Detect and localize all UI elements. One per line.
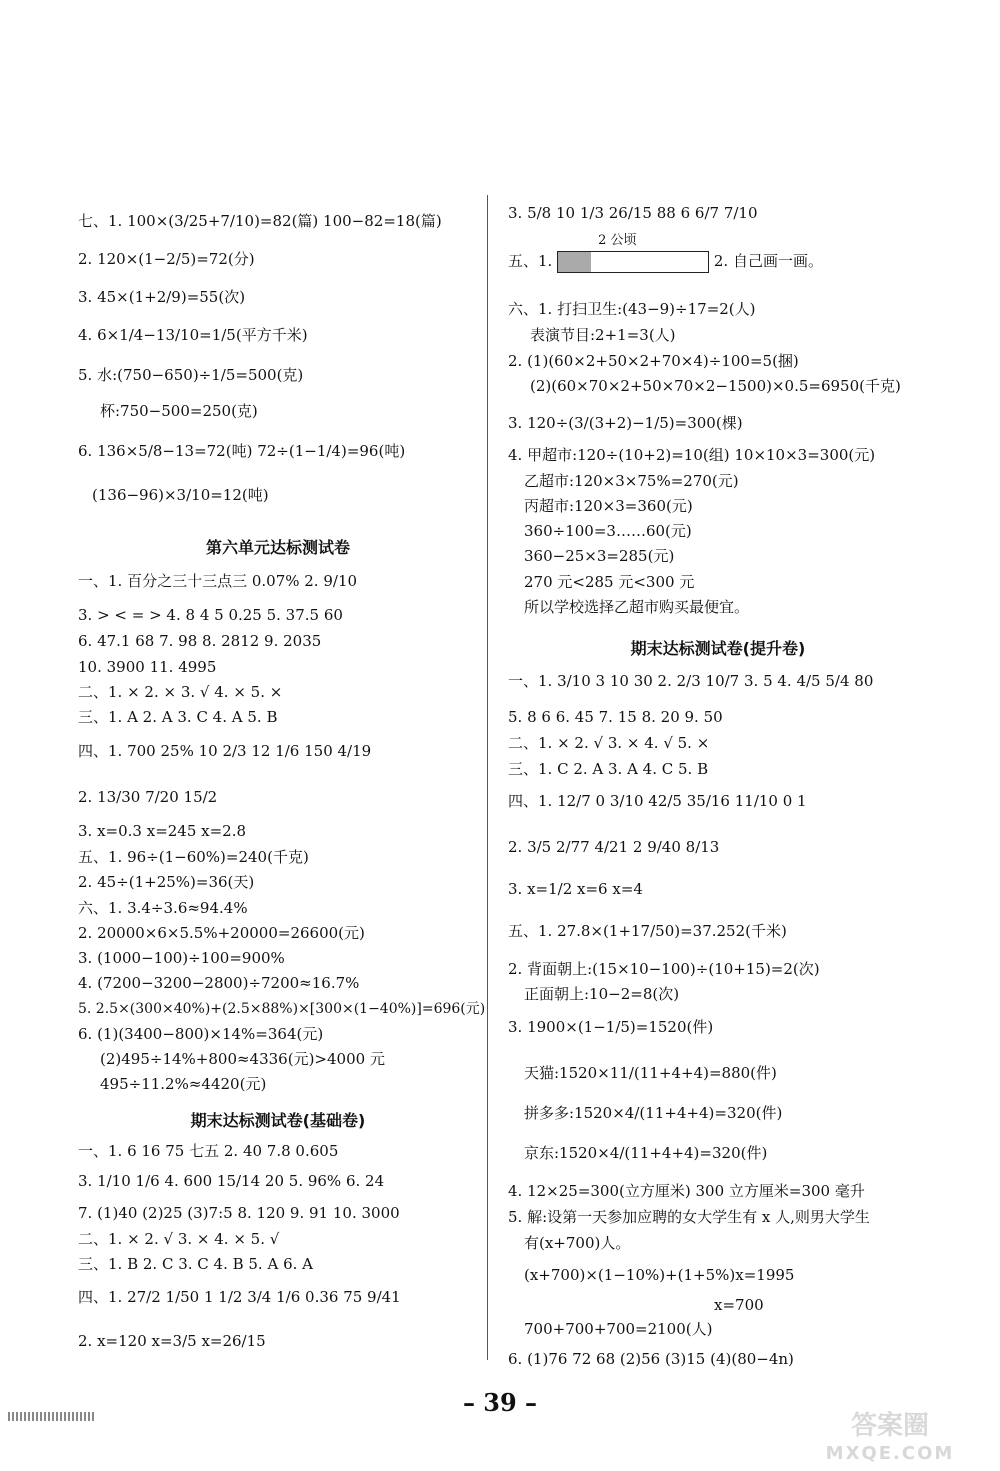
answer-line: 3. 1900×(1−1/5)=1520(件)	[508, 1018, 714, 1036]
answer-line: 10. 3900 11. 4995	[78, 658, 217, 676]
answer-line: 3. 120÷(3/(3+2)−1/5)=300(棵)	[508, 414, 743, 432]
answer-line: 360−25×3=285(元)	[524, 547, 675, 565]
answer-line: 3. > < = > 4. 8 4 5 0.25 5. 37.5 60	[78, 606, 343, 624]
answer-line: 杯:750−500=250(克)	[100, 402, 258, 420]
answer-line: 六、1. 3.4÷3.6≈94.4%	[78, 899, 248, 917]
section-title: 第六单元达标测试卷	[205, 538, 350, 557]
answer-line: (x+700)×(1−10%)+(1+5%)x=1995	[524, 1266, 795, 1284]
answer-label: 五、1.	[508, 252, 553, 270]
answer-line: 一、1. 3/10 3 10 30 2. 2/3 10/7 3. 5 4. 4/5 5/4 80	[508, 672, 874, 690]
answer-line: 2. 背面朝上:(15×10−100)÷(10+15)=2(次)	[508, 960, 820, 978]
answer-line: 乙超市:120×3×75%=270(元)	[524, 472, 739, 490]
answer-line: 二、1. × 2. × 3. √ 4. × 5. ×	[78, 683, 283, 701]
watermark-url: MXQE.COM	[825, 1443, 955, 1464]
answer-line: 6. (1)76 72 68 (2)56 (3)15 (4)(80−4n)	[508, 1350, 794, 1368]
answer-line: 三、1. C 2. A 3. A 4. C 5. B	[508, 760, 709, 778]
hectare-label: 2 公顷	[598, 233, 637, 248]
answer-line: 3. (1000−100)÷100=900%	[78, 949, 285, 967]
answer-line: 2. 13/30 7/20 15/2	[78, 788, 218, 806]
answer-line: 四、1. 27/2 1/50 1 1/2 3/4 1/6 0.36 75 9/41	[78, 1288, 401, 1306]
answer-line: 270 元<285 元<300 元	[524, 573, 695, 591]
answer-line: 4. (7200−3200−2800)÷7200≈16.7%	[78, 974, 360, 992]
answer-line: 2. (1)(60×2+50×2+70×4)÷100=5(捆)	[508, 352, 799, 370]
answer-line: 六、1. 打扫卫生:(43−9)÷17=2(人)	[508, 300, 756, 318]
answer-line: 6. 47.1 68 7. 98 8. 2812 9. 2035	[78, 632, 322, 650]
answer-text: 2. 自己画一画。	[713, 252, 823, 270]
answer-line: 3. 5/8 10 1/3 26/15 88 6 6/7 7/10	[508, 204, 758, 222]
answer-line: 三、1. B 2. C 3. C 4. B 5. A 6. A	[78, 1255, 313, 1273]
answer-line: 5. 2.5×(300×40%)+(2.5×88%)×[300×(1−40%)]=696(元)	[78, 1001, 486, 1017]
answer-line	[508, 233, 823, 273]
answer-line: 五、1. 27.8×(1+17/50)=37.252(千米)	[508, 922, 787, 940]
answer-line: 正面朝上:10−2=8(次)	[524, 985, 680, 1003]
answer-line: 6. 136×5/8−13=72(吨) 72÷(1−1/4)=96(吨)	[78, 442, 406, 460]
answer-line: 五、1. 96÷(1−60%)=240(千克)	[78, 848, 309, 866]
answer-line: 所以学校选择乙超市购买最便宜。	[524, 598, 750, 616]
answer-line: 495÷11.2%≈4420(元)	[100, 1075, 267, 1093]
answer-line: 2. 45÷(1+25%)=36(天)	[78, 873, 255, 891]
answer-line: 一、1. 百分之三十三点三 0.07% 2. 9/10	[78, 572, 358, 590]
section-title: 期末达标测试卷(基础卷)	[190, 1111, 366, 1130]
answer-line: 4. 6×1/4−13/10=1/5(平方千米)	[78, 326, 308, 344]
answer-line: 5. 8 6 6. 45 7. 15 8. 20 9. 50	[508, 708, 723, 726]
answer-line: 6. (1)(3400−800)×14%=364(元)	[78, 1025, 324, 1043]
answer-line: 4. 甲超市:120÷(10+2)=10(组) 10×10×3=300(元)	[508, 446, 876, 464]
answer-line: 丙超市:120×3=360(元)	[524, 497, 693, 515]
answer-line: 二、1. × 2. √ 3. × 4. × 5. √	[78, 1230, 280, 1248]
watermark-logo	[800, 1412, 980, 1462]
answer-line: 360÷100=3……60(元)	[524, 522, 692, 540]
section-title: 期末达标测试卷(提升卷)	[630, 639, 806, 658]
scan-mark	[8, 1412, 96, 1421]
answer-line: 3. 1/10 1/6 4. 600 15/14 20 5. 96% 6. 24	[78, 1172, 385, 1190]
answer-line: 4. 12×25=300(立方厘米) 300 立方厘米=300 毫升	[508, 1182, 865, 1200]
answer-line: 京东:1520×4/(11+4+4)=320(件)	[524, 1144, 768, 1162]
answer-line: 有(x+700)人。	[524, 1234, 631, 1252]
column-divider	[487, 195, 488, 1360]
answer-line: 2. 3/5 2/77 4/21 2 9/40 8/13	[508, 838, 720, 856]
answer-line: (2)(60×70×2+50×70×2−1500)×0.5=6950(千克)	[530, 377, 901, 395]
answer-line: 7. (1)40 (2)25 (3)7:5 8. 120 9. 91 10. 3000	[78, 1204, 400, 1222]
answer-line: 2. 20000×6×5.5%+20000=26600(元)	[78, 924, 365, 942]
answer-line: 5. 解:设第一天参加应聘的女大学生有 x 人,则男大学生	[508, 1208, 870, 1226]
hectare-diagram	[557, 233, 709, 273]
answer-line: 700+700+700=2100(人)	[524, 1320, 713, 1338]
answer-line: 四、1. 12/7 0 3/10 42/5 35/16 11/10 0 1	[508, 792, 807, 810]
watermark-text: 答案圈	[850, 1411, 929, 1441]
answer-line: 3. 45×(1+2/9)=55(次)	[78, 288, 246, 306]
answer-line: 三、1. A 2. A 3. C 4. A 5. B	[78, 708, 278, 726]
answer-line: (136−96)×3/10=12(吨)	[92, 486, 269, 504]
answer-line: 七、1. 100×(3/25+7/10)=82(篇) 100−82=18(篇)	[78, 212, 442, 230]
answer-line: 四、1. 700 25% 10 2/3 12 1/6 150 4/19	[78, 742, 372, 760]
answer-line: 表演节目:2+1=3(人)	[530, 326, 676, 344]
answer-line: 5. 水:(750−650)÷1/5=500(克)	[78, 366, 304, 384]
answer-line: 3. x=1/2 x=6 x=4	[508, 880, 643, 898]
answer-line: 2. 120×(1−2/5)=72(分)	[78, 250, 255, 268]
answer-line: (2)495÷14%+800≈4336(元)>4000 元	[100, 1050, 385, 1068]
answer-line: 2. x=120 x=3/5 x=26/15	[78, 1332, 266, 1350]
page-number: – 39 –	[462, 1388, 538, 1417]
answer-line: 拼多多:1520×4/(11+4+4)=320(件)	[524, 1104, 783, 1122]
answer-line: 一、1. 6 16 75 七五 2. 40 7.8 0.605	[78, 1142, 339, 1160]
answer-line: 天猫:1520×11/(11+4+4)=880(件)	[524, 1064, 777, 1082]
answer-line: 二、1. × 2. √ 3. × 4. √ 5. ×	[508, 734, 710, 752]
answer-line: x=700	[714, 1296, 764, 1314]
answer-line: 3. x=0.3 x=245 x=2.8	[78, 822, 247, 840]
